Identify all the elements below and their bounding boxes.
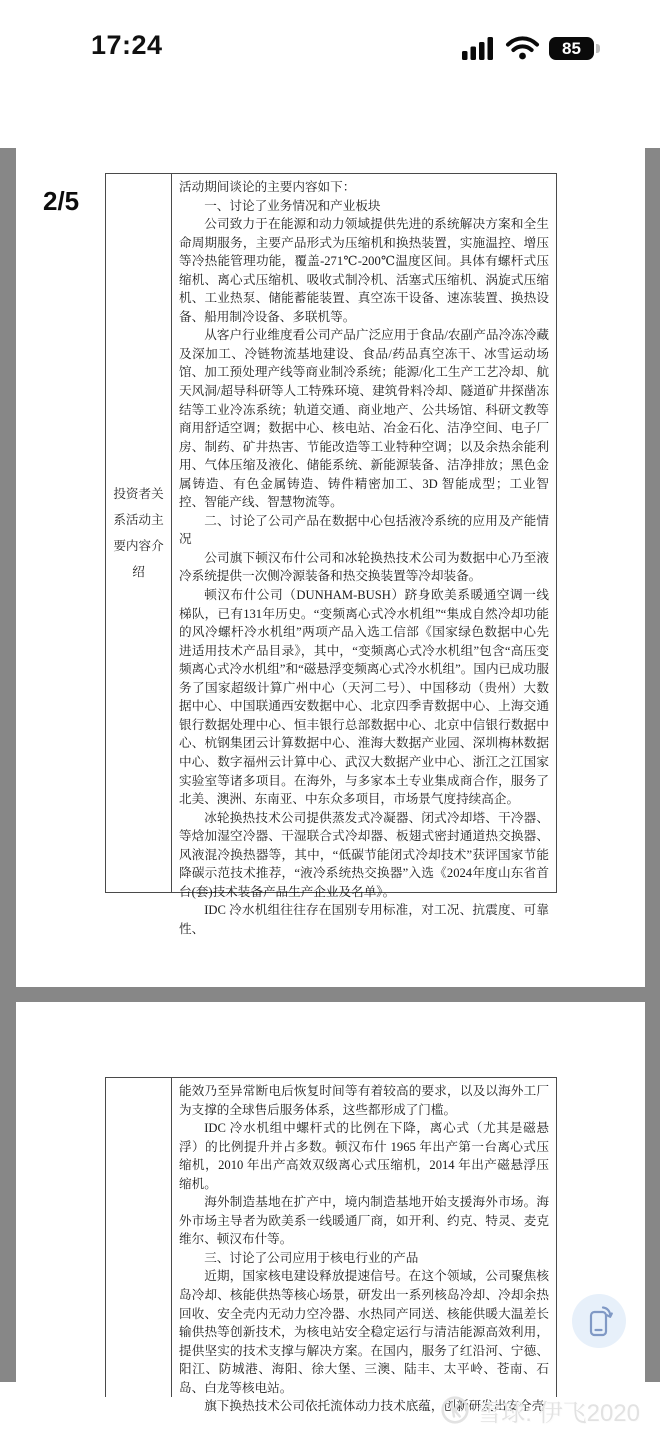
paragraph: 活动期间谈论的主要内容如下： [179,180,356,194]
paragraph: 三、讨论了公司应用于核电行业的产品 [204,1250,419,1265]
page-indicator: 2/5 [43,186,80,216]
paragraph: IDC 冷水机组中螺杆式的比例在下降，离心式（尤其是磁悬浮）的比例提升并占多数。顿汉布什 1965 年出产第一台离心式压缩机，2010 年出产高效双级离心式压缩机，2014 年出产磁悬浮压缩机。 [179,1121,549,1191]
paragraph: 二、讨论了公司产品在数据中心包括液冷系统的应用及产能情况 [179,513,549,547]
battery-percent: 85 [562,38,581,58]
watermark [0,1392,640,1428]
wifi-icon [506,36,539,60]
nav-bar [0,90,660,148]
paragraph: 能效乃至异常断电后恢复时间等有着较高的要求，以及以海外工厂为支撑的全球售后服务体系，这些都形成了门槛。 [179,1084,549,1117]
status-bar [0,0,660,90]
document-table [105,173,557,936]
battery-icon [549,37,594,60]
paragraph: 海外制造基地在扩产中，境内制造基地开始支援海外市场。海外市场主导者为欧美系一线暖通厂商，如开利、约克、特灵、麦克维尔、顿汉布什等。 [179,1195,549,1247]
paragraph: 旗下换热技术公司依托流体动力技术底蕴，创新研发出安全壳 [204,1399,545,1414]
document-page-1 [16,148,645,987]
table-content-cell [172,174,556,936]
row-label: 投资者关系活动主要内容介绍 [113,487,164,579]
paragraph: 冰轮换热技术公司提供蒸发式冷凝器、闭式冷却塔、干冷器、等焓加湿空冷器、干湿联合式冷却器、板翅式密封通道热交换器、风液混冷换热器等，其中，“低碳节能闭式冷却技术”获评国家节能降碳示范技术推荐，“液冷系统热交换器”入选《2024年度山东省首台(套)技术装备产品生产企业及名单》。 [179,810,549,899]
table-content-cell [172,1078,556,1414]
snowball-logo-icon [440,1395,470,1425]
rotate-phone-icon [582,1304,616,1338]
paragraph: 一、讨论了业务情况和产业板块 [204,198,381,213]
watermark-text: 雪球: 伊飞2020 [477,1399,640,1427]
paragraph: 从客户行业维度看公司产品广泛应用于食品/农副产品冷冻冷藏及深加工、冷链物流基地建设、食品/药品真空冻干、冰雪运动场馆、加工预处理产线等商业制冷系统；能源/化工生产工艺冷却、航天风洞/超导科研等人工特殊环境、建筑骨料冷却、隧道矿井探凿冻结等工业冷冻系统；轨道交通、商业地产、公共场馆、科研文教等商用舒适空调；数据中心、核电站、冶金石化、洁净空间、电子厂房、制药、矿井热害、节能改造等工业特种空调；以及余热余能利用、气体压缩及液化、储能系统、新能源装备、洁净排放；黑色金属铸造、有色金属铸造、铸件精密加工、3D 智能成型；工业智控、智能产线、智慧物流等。 [179,328,549,510]
paragraph: IDC 冷水机组往往存在国别专用标准，对工况、抗震度、可靠性、 [179,903,549,936]
paragraph: 顿汉布什公司（DUNHAM-BUSH）跻身欧美系暖通空调一线梯队，已有131年历史。“变频离心式冷水机组”“集成自然冷却功能的风冷螺杆冷水机组”两项产品入选工信部《国家绿色数据中心先进适用技术产品目录》，其中，“变频离心式冷水机组”包含“高压变频离心式冷水机组”和“磁悬浮变频离心式冷水机组”。国内已成功服务了国家超级计算广州中心（天河二号）、中国移动（贵州）大数据中心、中国联通西安数据中心、北京四季青数据中心、上海交通银行数据处理中心、恒丰银行总部数据中心、北京中信银行数据中心、杭钢集团云计算数据中心、淮海大数据产业园、深圳梅林数据中心、数字福州云计算中心、武汉大数据产业中心、浙江之江国家实验室等诸多项目。在海外，与多家本土专业集成商合作，服务了北美、澳洲、东南亚、中东众多项目，市场景气度持续高企。 [179,588,549,807]
paragraph: 公司致力于在能源和动力领域提供先进的系统解决方案和全生命周期服务，主要产品形式为压缩机和换热装置，实施温控、增压等冷热能管理功能，覆盖-271℃-200℃温度区间。具体有螺杆式压缩机、离心式压缩机、吸收式制冷机、活塞式压缩机、涡旋式压缩机、工业热泵、储能蓄能装置、真空冻干设备、速冻装置、换热设备、船用制冷设备、多联机等。 [179,217,549,324]
cellular-signal-icon [462,37,496,60]
rotate-screen-button[interactable] [572,1294,626,1348]
paragraph: 公司旗下顿汉布什公司和冰轮换热技术公司为数据中心乃至液冷系统提供一次侧冷源装备和热交换装置等冷却装备。 [179,550,549,584]
battery-cap [596,44,600,53]
status-time: 17:24 [91,30,163,60]
table-row-label-cell-empty [106,1078,172,1397]
document-table-continued [105,1077,557,1414]
table-row-label-cell [106,174,172,892]
paragraph: 近期，国家核电建设释放提速信号。在这个领域，公司聚焦核岛冷却、核能供热等核心场景，研发出一系列核岛冷却、冷却余热回收、安全壳内无动力空冷器、水热同产同送、核能供暖大温差长输供热等创新技术，为核电站安全稳定运行与清洁能源高效利用，提供坚实的技术支撑与解决方案。在国内，服务了红沿河、宁德、阳江、防城港、海阳、徐大堡、三澳、陆丰、太平岭、苍南、石岛、白龙等核电站。 [179,1269,549,1395]
